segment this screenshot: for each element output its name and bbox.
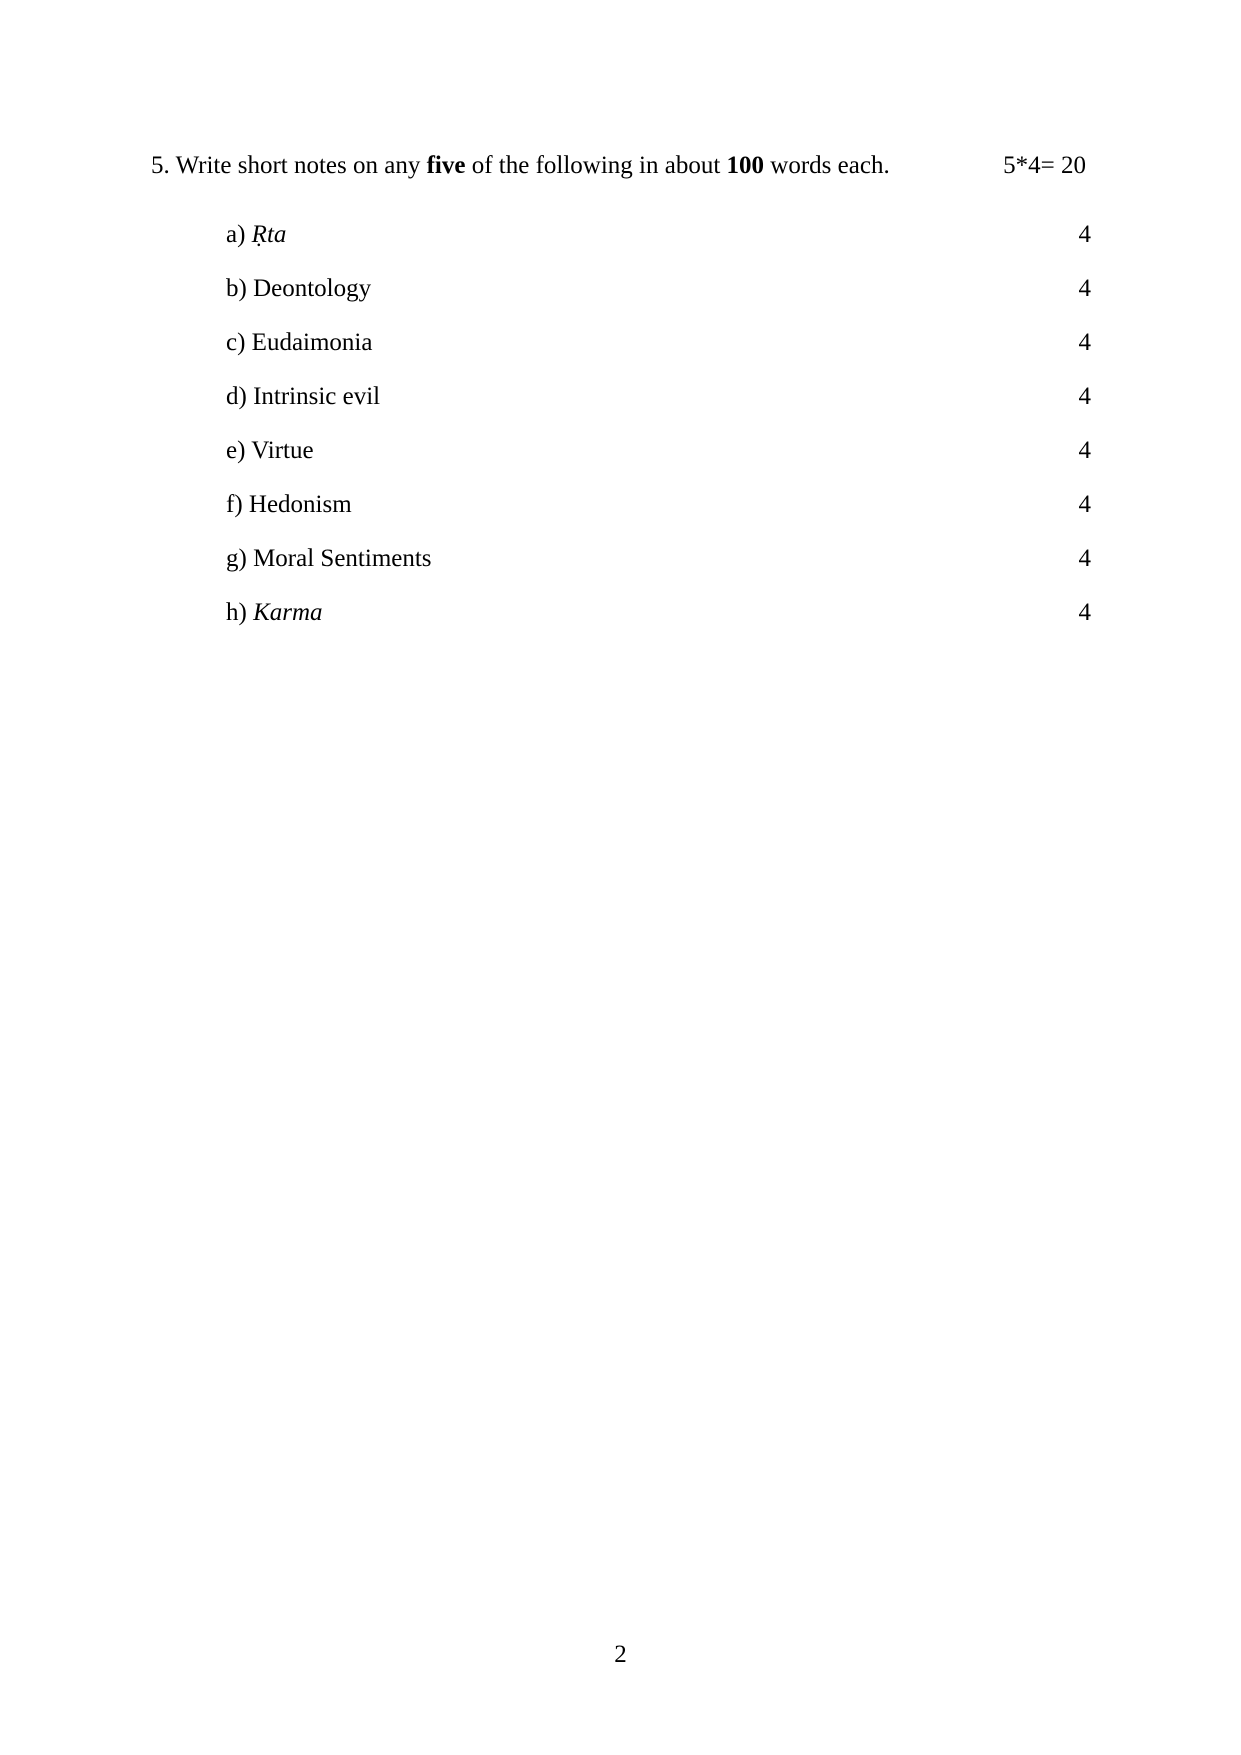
question-number: 5. bbox=[151, 152, 170, 179]
item-text: Eudaimonia bbox=[251, 329, 373, 356]
item-label: e) bbox=[226, 437, 246, 464]
question-text: words each. bbox=[770, 152, 890, 179]
question-text: of the following in about bbox=[471, 152, 721, 179]
item-label: f) bbox=[226, 491, 243, 518]
list-item bbox=[226, 276, 371, 301]
list-item bbox=[226, 492, 352, 517]
page-number: 2 bbox=[614, 1641, 627, 1668]
list-item bbox=[226, 330, 372, 355]
list-item bbox=[226, 438, 314, 463]
item-marks: 4 bbox=[1078, 545, 1091, 572]
list-item bbox=[226, 600, 323, 625]
item-text: Deontology bbox=[253, 275, 372, 302]
item-label: d) bbox=[226, 383, 247, 410]
item-text: Karma bbox=[253, 599, 323, 626]
item-text: Intrinsic evil bbox=[253, 383, 381, 410]
item-marks: 4 bbox=[1078, 329, 1091, 356]
item-label: c) bbox=[226, 329, 246, 356]
item-text: Virtue bbox=[251, 437, 314, 464]
list-item bbox=[226, 384, 380, 409]
item-marks: 4 bbox=[1078, 437, 1091, 464]
item-marks: 4 bbox=[1078, 599, 1091, 626]
item-marks: 4 bbox=[1078, 491, 1091, 518]
item-marks: 4 bbox=[1078, 221, 1091, 248]
item-label: b) bbox=[226, 275, 247, 302]
item-text: Moral Sentiments bbox=[253, 545, 432, 572]
item-text: Ṛta bbox=[251, 221, 287, 248]
item-label: h) bbox=[226, 599, 247, 626]
question-text: Write short notes on any bbox=[175, 152, 421, 179]
item-marks: 4 bbox=[1078, 275, 1091, 302]
total-marks: 5*4= 20 bbox=[1003, 152, 1086, 179]
question-heading bbox=[151, 153, 890, 178]
item-text: Hedonism bbox=[248, 491, 352, 518]
item-label: g) bbox=[226, 545, 247, 572]
question-bold-five: five bbox=[426, 152, 466, 179]
list-item bbox=[226, 222, 286, 247]
question-bold-100: 100 bbox=[726, 152, 765, 179]
item-marks: 4 bbox=[1078, 383, 1091, 410]
list-item bbox=[226, 546, 432, 571]
item-label: a) bbox=[226, 221, 246, 248]
